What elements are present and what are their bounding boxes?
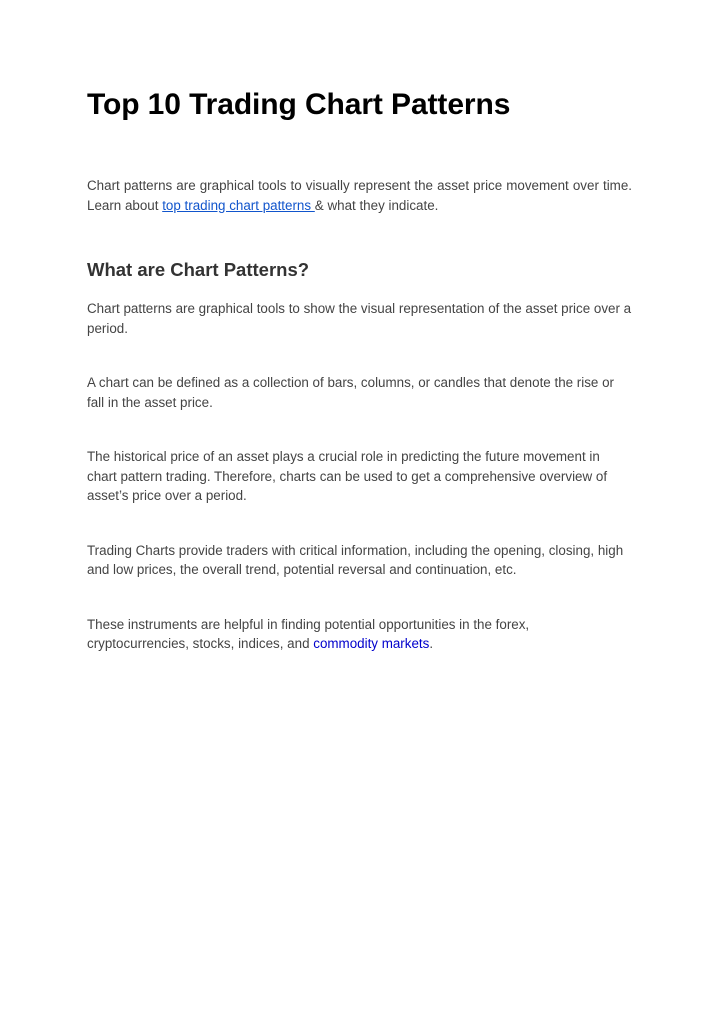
instruments-text-before: These instruments are helpful in finding potential opportunities in the forex, cryptocurrencies, stocks, indices, and (87, 616, 530, 651)
paragraph-historical-price: The historical price of an asset plays a crucial role in predicting the future movement in chart pattern trading. Therefore, charts can be used to get a comprehensive overview of asset’s price over a period. (87, 449, 608, 503)
instruments-text-after: . (429, 636, 434, 651)
section-heading: What are Chart Patterns? (87, 259, 310, 280)
intro-text-after: & what they indicate. (314, 197, 439, 213)
intro-text-before: Chart patterns are graphical tools to visually represent the asset price movement over time. Learn about (87, 178, 632, 213)
commodity-markets-link[interactable]: commodity markets (313, 636, 430, 651)
intro-paragraph (87, 176, 632, 215)
document-content (87, 82, 632, 654)
top-chart-patterns-link[interactable]: top trading chart patterns (162, 197, 315, 213)
paragraph-instruments (87, 615, 632, 654)
paragraph-trading-charts: Trading Charts provide traders with critical information, including the opening, closing, high and low prices, the overall trend, potential reversal and continuation, etc. (87, 542, 624, 577)
paragraph-definition: Chart patterns are graphical tools to show the visual representation of the asset price over a period. (87, 301, 632, 336)
paragraph-chart-definition: A chart can be defined as a collection of bars, columns, or candles that denote the rise or fall in the asset price. (87, 375, 615, 410)
page-title: Top 10 Trading Chart Patterns (87, 88, 511, 121)
